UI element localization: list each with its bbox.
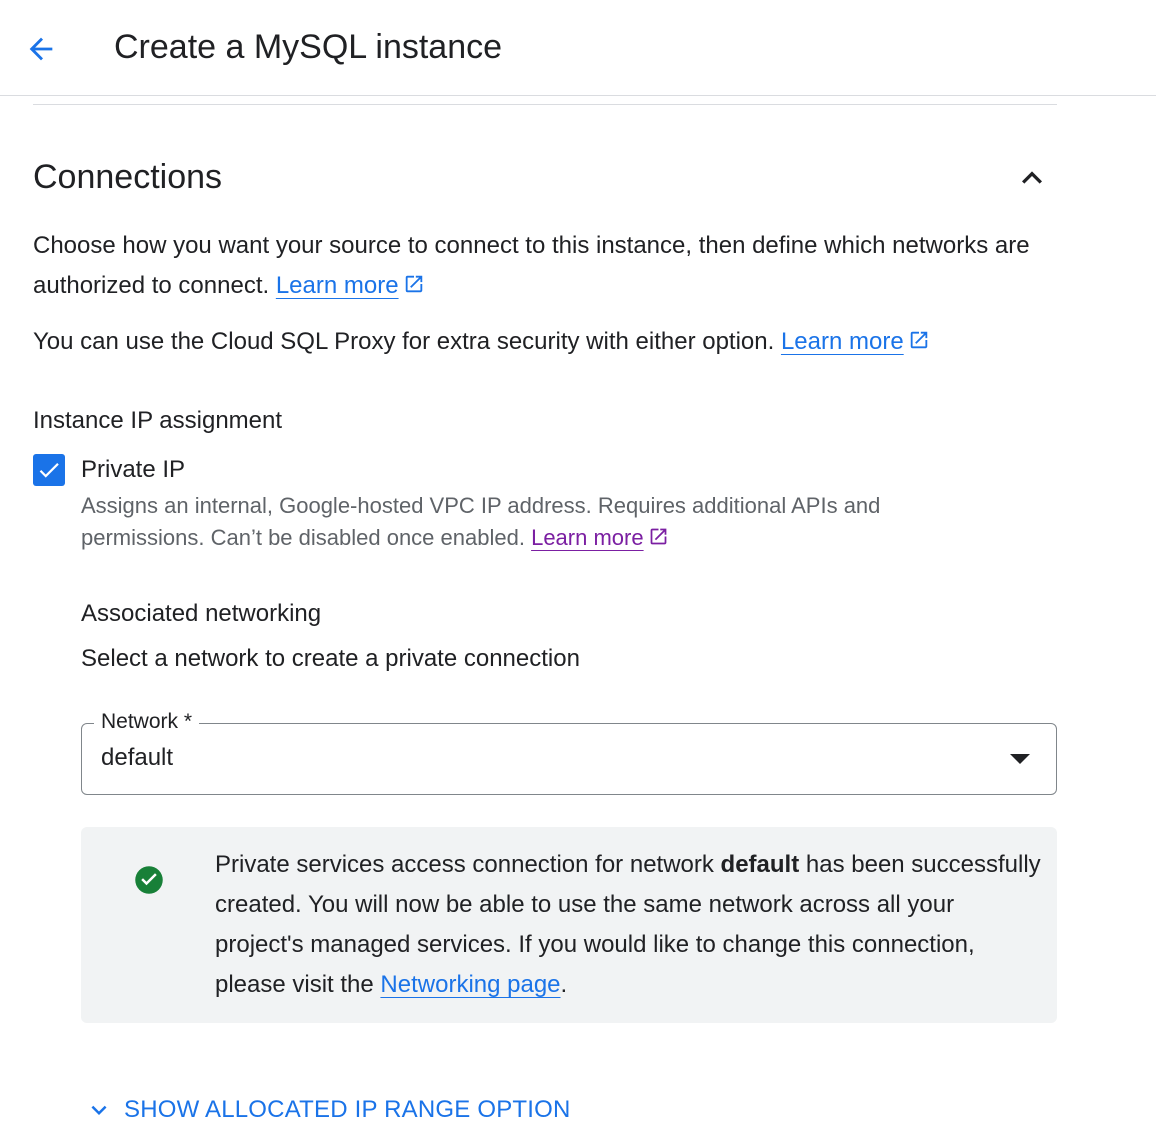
- network-select-value: default: [101, 744, 174, 771]
- network-name: default: [720, 851, 800, 878]
- network-select-label: Network *: [94, 708, 199, 736]
- info-message: [215, 845, 1045, 1005]
- associated-networking-heading: Associated networking: [81, 600, 322, 627]
- learn-more-private-ip-link[interactable]: [531, 525, 644, 550]
- chevron-up-icon: [1012, 158, 1052, 198]
- learn-more-label: Learn more: [780, 328, 904, 355]
- checkmark-icon: [36, 457, 62, 483]
- section-divider: [33, 104, 1057, 105]
- external-link-icon: [908, 329, 930, 351]
- private-ip-help-text: Assigns an internal, Google-hosted VPC IP address. Requires additional APIs and permissions. Can’t be disabled once enabled.: [81, 493, 881, 550]
- arrow-back-icon: [24, 32, 58, 66]
- show-allocated-ip-range-button[interactable]: [84, 1094, 571, 1126]
- external-link-icon: [648, 526, 669, 547]
- section-title: Connections: [33, 158, 223, 196]
- network-select[interactable]: [81, 723, 1057, 795]
- back-button[interactable]: [18, 26, 64, 72]
- dropdown-arrow-icon: [1010, 754, 1030, 764]
- chevron-down-icon: [84, 1095, 114, 1125]
- associated-networking-description: Select a network to create a private connection: [81, 645, 580, 672]
- learn-more-proxy-link[interactable]: [781, 328, 904, 355]
- success-info-box: [81, 827, 1057, 1023]
- private-ip-label[interactable]: Private IP: [81, 456, 186, 483]
- learn-more-label: Learn more: [531, 525, 644, 550]
- connections-description: [33, 226, 1073, 306]
- proxy-description: [33, 322, 1073, 362]
- external-link-icon: [403, 273, 425, 295]
- info-message-text: has been successfully created. You will now be able to use the same network across all your project's managed services. If you would like to change this connection, please visit the: [215, 851, 1041, 998]
- proxy-description-text: You can use the Cloud SQL Proxy for extra security with either option.: [33, 328, 775, 355]
- private-ip-help: [81, 490, 981, 554]
- check-circle-icon: [134, 865, 164, 895]
- ip-assignment-heading: Instance IP assignment: [33, 407, 283, 434]
- page-title: Create a MySQL instance: [114, 28, 503, 66]
- connections-description-text: Choose how you want your source to connect to this instance, then define which networks are authorized to connect.: [33, 232, 1030, 299]
- show-allocated-ip-range-label: SHOW ALLOCATED IP RANGE OPTION: [124, 1096, 571, 1123]
- info-message-text: Private services access connection for network: [215, 851, 721, 878]
- networking-page-link[interactable]: Networking page: [380, 971, 561, 998]
- private-ip-checkbox[interactable]: [33, 454, 65, 486]
- learn-more-link[interactable]: [276, 272, 399, 299]
- top-app-bar: [0, 0, 1156, 96]
- learn-more-label: Learn more: [275, 272, 399, 299]
- info-message-end: .: [560, 971, 568, 998]
- collapse-section-button[interactable]: [1010, 156, 1054, 200]
